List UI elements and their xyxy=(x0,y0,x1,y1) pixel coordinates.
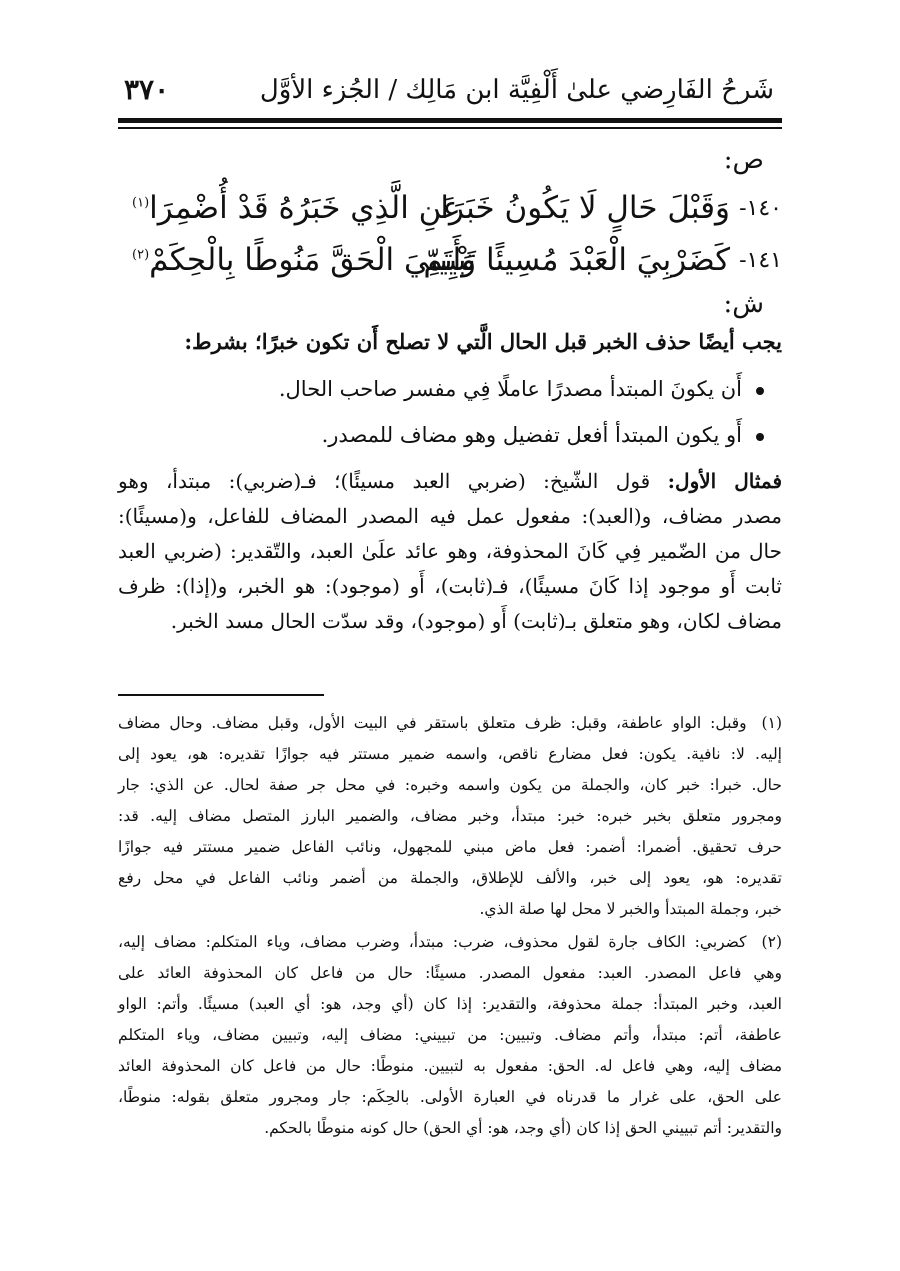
verse-number: ١٤٠- xyxy=(739,196,782,221)
header-rule-thin xyxy=(118,127,782,129)
footnote-number: (١) xyxy=(761,714,782,732)
verse-line xyxy=(118,238,782,288)
footnote-line: ومجرور متعلق بخبر خبره: خبر: مبتدأ، وخبر مضاف، والضمير البارز المتصل مضاف إليه. قد: xyxy=(118,807,782,825)
footnote-line-text: وقبل: الواو عاطفة، وقبل: ظرف متعلق باستقر في البيت الأول، وقبل مضاف. وحال مضاف xyxy=(118,714,747,732)
bullet-dot-icon xyxy=(756,433,764,441)
bullet-text: أَن يكونَ المبتدأ مصدرًا عاملًا فِي مفسر صاحب الحال. xyxy=(278,377,742,401)
footnote-line: العبد، وخبر المبتدأ: جملة محذوفة، والتقدير: إذا كان (أي وجد، هو: أي العبد) مسيئًا. وأتم: الواو xyxy=(118,995,782,1013)
verse-line xyxy=(118,186,782,236)
example-lead: فمثال الأول: xyxy=(667,469,783,493)
page-number: ٣٧٠ xyxy=(124,73,170,106)
footnote-1 xyxy=(118,708,782,925)
footnote-separator xyxy=(118,694,324,696)
verse-left-text: عَنِ الَّذِي خَبَرُهُ قَدْ أُضْمِرَا xyxy=(149,190,461,226)
footnote-line: حال. خبرا: خبر كان، والجملة من يكون واسمه وخبره: في محل جر صفة لحال. عن الذي: جار xyxy=(118,776,782,794)
paragraph-line-text: قول الشّيخ: (ضربي العبد مسيئًا)؛ فـ(ضربي): مبتدأ، وهو xyxy=(118,469,651,493)
footnote-line: حرف تحقيق. أضمرا: أضمر: فعل ماض مبني للمجهول، ونائب الفاعل ضمير مستتر فيه جوازًا xyxy=(118,838,782,856)
verse-right-hemistich: كَضَرْبِيَ الْعَبْدَ مُسِيئًا وَأَتَمّ xyxy=(423,242,730,278)
footnote-line xyxy=(118,708,782,739)
paragraph-line: حال من الضّمير فِي كَانَ المحذوفة، وهو عائد علَىٰ العبد، والتّقدير: (ضربي العبد xyxy=(118,539,782,563)
condition-bullet xyxy=(322,418,764,453)
text-label: ص: xyxy=(723,145,764,175)
footnote-line-text: كضربي: الكاف جارة لقول محذوف، ضرب: مبتدأ، وضرب مضاف، وياء المتكلم: مضاف إليه، xyxy=(118,933,747,951)
paragraph-line: مصدر مضاف، و(العبد): مفعول عمل فيه المصدر المضاف للفاعل، و(مسيئًا): xyxy=(118,504,782,528)
footnote-line: على الحق، على غرار ما قدرناه في العبارة الأولى. بالحِكَم: جار ومجرور متعلق بقوله: منوطًا، xyxy=(118,1088,782,1106)
footnote-line: مضاف إليه، وهي فاعل له. الحق: مفعول به لتبيين. منوطًا: حال من فاعل كان المحذوفة العائد xyxy=(118,1057,782,1075)
verse-left-text: تَبْيِينِيَ الْحَقَّ مَنُوطًا بِالْحِكَمْ xyxy=(149,242,476,278)
verse-left-hemistich xyxy=(132,240,476,280)
verse-right-hemistich: وَقَبْلَ حَالٍ لَا يَكُونُ خَبَرَا xyxy=(440,190,730,226)
header-title: شَرحُ الفَارِضي علىٰ أَلْفِيَّة ابن مَالِك / الجُزء الأوَّل xyxy=(259,75,774,105)
commentary-label: ش: xyxy=(723,289,764,319)
footnotes xyxy=(118,708,782,1144)
paragraph-line xyxy=(118,464,782,499)
footnote-reference[interactable]: (١) xyxy=(132,195,150,211)
footnote-number: (٢) xyxy=(761,933,782,951)
footnote-line xyxy=(118,927,782,958)
paragraph-line: ثابت أَو موجود إذا كَانَ مسيئًا)، فـ(ثابت)، أَو (موجود): هو الخبر، و(إذا): ظرف xyxy=(118,574,782,598)
footnote-line: والتقدير: أتم تبييني الحق إذا كان (أي وجد، هو: أي الحق) حال كونه منوطًا بالحكم. xyxy=(264,1119,782,1137)
footnote-line: خبر، وجملة المبتدأ والخبر لا محل لها صلة الذي. xyxy=(479,900,782,918)
footnote-line: عاطفة، أتم: مبتدأ، وأتم مضاف. وتبيين: من تبييني: مضاف إليه، وتبيين مضاف، وياء المتكلم xyxy=(118,1026,782,1044)
bullet-text: أَو يكون المبتدأ أفعل تفضيل وهو مضاف للمصدر. xyxy=(321,423,742,447)
running-header xyxy=(118,62,782,116)
footnote-line: تقديره: هو، يعود إلى خبر، والألف للإطلاق، والجملة من أضمر ونائب الفاعل في محل رفع xyxy=(118,869,782,887)
bullet-dot-icon xyxy=(756,387,764,395)
verse-left-hemistich xyxy=(132,188,461,228)
example-paragraph xyxy=(118,464,782,639)
footnote-reference[interactable]: (٢) xyxy=(132,247,150,263)
footnote-line: وهي فاعل المصدر. العبد: مفعول المصدر. مسيئًا: حال من فاعل كان المحذوفة العائد على xyxy=(118,964,782,982)
footnote-line: إليه. لا: نافية. يكون: فعل مضارع ناقص، واسمه ضمير مستتر فيه جوازًا تقديره: هو، يعود إلى xyxy=(118,745,782,763)
commentary-intro: يجب أيضًا حذف الخبر قبل الحال الَّتي لا تصلح أَن تكون خبرًا؛ بشرط: xyxy=(184,329,782,354)
verse-number: ١٤١- xyxy=(739,248,782,273)
footnote-2 xyxy=(118,927,782,1144)
header-rule-thick xyxy=(118,118,782,123)
condition-bullet xyxy=(279,372,764,407)
paragraph-line: مضاف لكان، وهو متعلق بـ(ثابت) أَو (موجود)، وقد سدّت الحال مسد الخبر. xyxy=(170,609,782,633)
